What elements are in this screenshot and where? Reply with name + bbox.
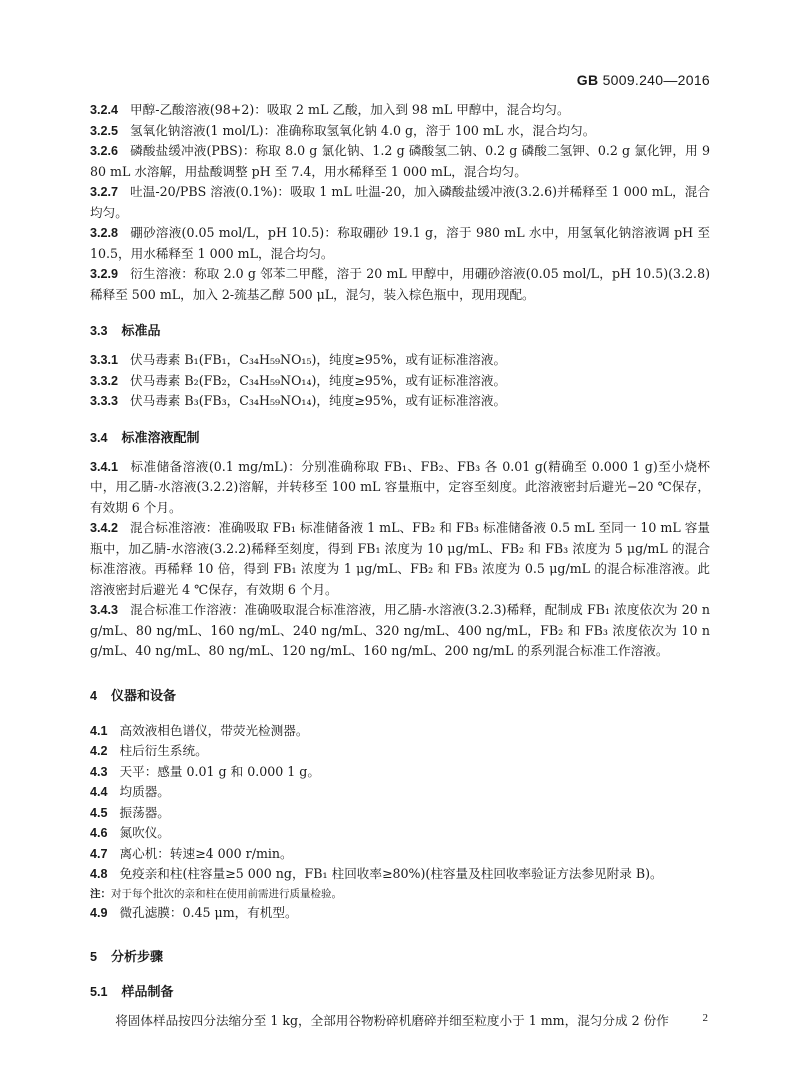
section-3-3-heading: 3.3 标准品 (90, 324, 161, 339)
clause-4-2: 4.2 柱后衍生系统。 (90, 743, 208, 758)
clause-4-3: 4.3 天平：感量 0.01 g 和 0.000 1 g。 (90, 763, 320, 779)
standard-code: 5009.240—2016 (602, 72, 710, 88)
paragraph-5-1: 将固体样品按四分法缩分至 1 kg，全部用谷物粉碎机磨碎并细至粒度小于 1 mm，混匀分成 2 份作 (115, 1013, 669, 1028)
clause-4-4: 4.4 均质器。 (90, 784, 170, 799)
clause-3-2-9: 3.2.9 衍生溶液：称取 2.0 g 邻苯二甲醛，溶于 20 mL 甲醇中，用硼砂溶液(0.05 mol/L，pH 10.5)(3.2.8)稀释至 500 mL，加入 2-巯基乙醇 500 μL，混匀，装入棕色瓶中，现用现配。 (90, 266, 710, 302)
note-4-8: 注：对于每个批次的亲和柱在使用前需进行质量检验。 (90, 887, 342, 900)
clause-4-8: 4.8 免疫亲和柱(柱容量≥5 000 ng，FB₁ 柱回收率≥80%)(柱容量及柱回收率验证方法参见附录 B)。 (90, 866, 663, 881)
standard-number (577, 72, 710, 88)
main-content (90, 100, 710, 1032)
clause-3-2-6: 3.2.6 磷酸盐缓冲液(PBS)：称取 8.0 g 氯化钠、1.2 g 磷酸氢二钠、0.2 g 磷酸二氢钾、0.2 g 氯化钾，用 980 mL 水溶解，用盐酸调整 pH 至 7.4，用水稀释至 1 000 mL，混合均匀。 (90, 143, 710, 179)
page-number: 2 (702, 1012, 708, 1024)
section-5-heading: 5 分析步骤 (90, 950, 164, 965)
section-3-4-heading: 3.4 标准溶液配制 (90, 430, 200, 446)
clause-3-3-3: 3.3.3 伏马毒素 B₃(FB₃，C₃₄H₅₉NO₁₄)，纯度≥95%，或有证标准溶液。 (90, 393, 507, 408)
clause-3-4-1: 3.4.1 标准储备溶液(0.1 mg/mL)：分别准确称取 FB₁、FB₂、FB₃ 各 0.01 g(精确至 0.000 1 g)至小烧杯中，用乙腈-水溶液(3.2.2)溶解，并转移至 100 mL 容量瓶中，定容至刻度。此溶液密封后避光−20 ℃保存，有效期 6 个月。 (90, 458, 710, 515)
clause-4-1: 4.1 高效液相色谱仪，带荧光检测器。 (90, 722, 309, 738)
standard-prefix: GB (576, 72, 599, 88)
clause-3-2-5: 3.2.5 氢氧化钠溶液(1 mol/L)：准确称取氢氧化钠 4.0 g，溶于 100 mL 水，混合均匀。 (90, 122, 596, 138)
clause-3-2-7: 3.2.7 吐温-20/PBS 溶液(0.1%)：吸取 1 mL 吐温-20，加入磷酸盐缓冲液(3.2.6)并稀释至 1 000 mL，混合均匀。 (90, 184, 710, 220)
clause-3-3-1: 3.3.1 伏马毒素 B₁(FB₁，C₃₄H₅₉NO₁₅)，纯度≥95%，或有证标准溶液。 (90, 352, 507, 367)
clause-3-4-3: 3.4.3 混合标准工作溶液：准确吸取混合标准溶液，用乙腈-水溶液(3.2.3)稀释，配制成 FB₁ 浓度依次为 20 ng/mL、80 ng/mL、160 ng/mL、240 ng/mL、320 ng/mL、400 ng/mL，FB₂ 和 FB₃ 浓度依次为 10 ng/mL、40 ng/mL、80 ng/mL、120 ng/mL、160 ng/mL、200 ng/mL 的系列混合标准工作溶液。 (90, 602, 710, 658)
clause-4-6: 4.6 氮吹仪。 (90, 825, 170, 840)
section-4-heading: 4 仪器和设备 (90, 688, 177, 704)
clause-4-9: 4.9 微孔滤膜：0.45 μm，有机型。 (90, 904, 298, 920)
clause-3-4-2: 3.4.2 混合标准溶液：准确吸取 FB₁ 标准储备液 1 mL、FB₂ 和 FB₃ 标准储备液 0.5 mL 至同一 10 mL 容量瓶中，加乙腈-水溶液(3.2.2)稀释至刻度，得到 FB₁ 浓度为 10 μg/mL、FB₂ 和 FB₃ 浓度为 5 μg/mL 的混合标准溶液。再稀释 10 倍，得到 FB₁ 浓度为 1 μg/mL、FB₂ 和 FB₃ 浓度为 0.5 μg/mL 的混合标准溶液。此溶液密封后避光 4 ℃保存，有效期 6 个月。 (90, 520, 710, 597)
clause-3-2-8: 3.2.8 硼砂溶液(0.05 mol/L，pH 10.5)：称取硼砂 19.1 g，溶于 980 mL 水中，用氢氧化钠溶液调 pH 至 10.5，用水稀释至 1 000 mL，混合均匀。 (90, 225, 710, 261)
clause-4-5: 4.5 振荡器。 (90, 804, 170, 820)
clause-3-3-2: 3.3.2 伏马毒素 B₂(FB₂，C₃₄H₅₉NO₁₄)，纯度≥95%，或有证标准溶液。 (90, 372, 507, 388)
clause-3-2-4: 3.2.4 甲醇-乙酸溶液(98+2)：吸取 2 mL 乙酸，加入到 98 mL 甲醇中，混合均匀。 (90, 102, 570, 117)
section-5-1-heading: 5.1 样品制备 (90, 985, 174, 1000)
clause-4-7: 4.7 离心机：转速≥4 000 r/min。 (90, 845, 293, 861)
